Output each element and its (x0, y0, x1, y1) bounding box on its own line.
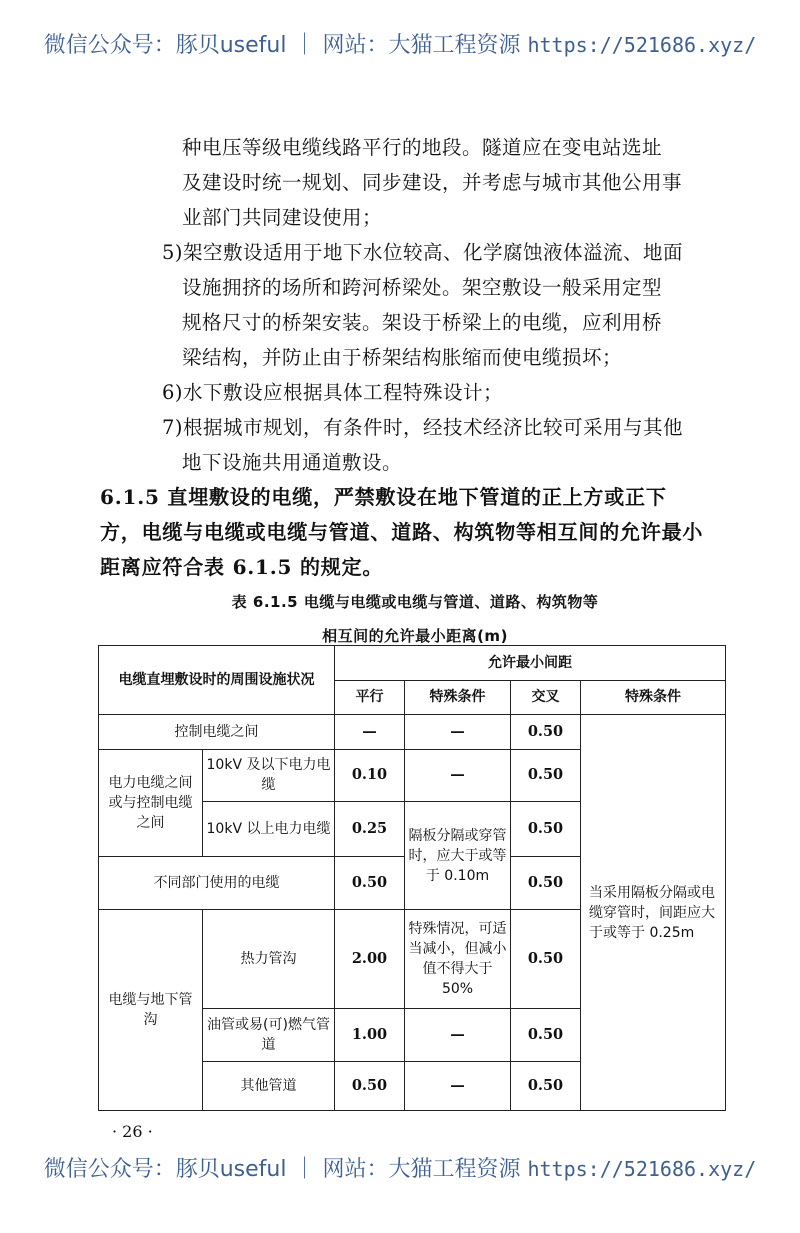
paragraph-line: 梁结构，并防止由于桥架结构胀缩而使电缆损坏； (182, 346, 623, 369)
cell-parallel: 2.00 (335, 909, 405, 1008)
body-text (100, 130, 730, 653)
cell-parallel: 0.10 (335, 749, 405, 802)
watermark-url: https://521686.xyz/ (527, 1157, 757, 1181)
cell-cross: 0.50 (511, 857, 581, 910)
row-group-pipe: 电缆与地下管沟 (99, 909, 203, 1110)
paragraph-line: 种电压等级电缆线路平行的地段。隧道应在变电站选址 (182, 136, 663, 159)
cell-special: — (405, 749, 511, 802)
paragraph-line: 地下设施共用通道敷设。 (182, 451, 403, 474)
distance-table (98, 645, 726, 1111)
clause-line: 距离应符合表 6.1.5 的规定。 (100, 555, 384, 579)
header-special-2: 特殊条件 (581, 680, 726, 715)
cell-cross: 0.50 (511, 802, 581, 857)
cell-parallel: 0.25 (335, 802, 405, 857)
header-parallel: 平行 (335, 680, 405, 715)
paragraph-line: 规格尺寸的桥架安装。架设于桥梁上的电缆，应利用桥 (182, 311, 663, 334)
cell-parallel: 1.00 (335, 1009, 405, 1062)
page-number: · 26 · (112, 1122, 153, 1141)
paragraph-line: 5)架空敷设适用于地下水位较高、化学腐蚀液体溢流、地面 (162, 241, 684, 264)
paragraph-line: 6)水下敷设应根据具体工程特殊设计； (162, 381, 504, 404)
cell-special: — (405, 1062, 511, 1111)
cell-cross-special-merged: 当采用隔板分隔或电缆穿管时，间距应大于或等于 0.25m (581, 715, 726, 1111)
row-label-heat: 热力管沟 (203, 909, 335, 1008)
header-facility: 电缆直埋敷设时的周围设施状况 (99, 646, 335, 715)
row-label-control: 控制电缆之间 (99, 715, 335, 750)
watermark-top (0, 30, 800, 61)
cell-parallel: 0.50 (335, 857, 405, 910)
cell-cross: 0.50 (511, 749, 581, 802)
row-label-10kv-above: 10kV 以上电力电缆 (203, 802, 335, 857)
watermark-url: https://521686.xyz/ (527, 33, 757, 57)
row-label-10kv-below: 10kV 及以下电力电缆 (203, 749, 335, 802)
row-label-oil: 油管或易(可)燃气管道 (203, 1009, 335, 1062)
clause-line: 6.1.5 直埋敷设的电缆，严禁敷设在地下管道的正上方或正下 (100, 485, 667, 509)
cell-power-special-merged: 隔板分隔或穿管时，应大于或等于 0.10m (405, 802, 511, 910)
paragraph-line: 业部门共同建设使用； (182, 206, 383, 229)
cell-parallel: 0.50 (335, 1062, 405, 1111)
cell-cross: 0.50 (511, 715, 581, 750)
row-group-power: 电力电缆之间或与控制电缆之间 (99, 749, 203, 857)
paragraph-line: 及建设时统一规划、同步建设，并考虑与城市其他公用事 (182, 171, 683, 194)
paragraph-line: 设施拥挤的场所和跨河桥梁处。架空敷设一般采用定型 (182, 276, 663, 299)
header-special-1: 特殊条件 (405, 680, 511, 715)
header-allowed: 允许最小间距 (335, 646, 726, 681)
cell-cross: 0.50 (511, 1062, 581, 1111)
cell-cross: 0.50 (511, 909, 581, 1008)
clause-line: 方，电缆与电缆或电缆与管道、道路、构筑物等相互间的允许最小 (100, 520, 704, 544)
table-row (99, 715, 726, 750)
cell-special: — (405, 1009, 511, 1062)
cell-cross: 0.50 (511, 1009, 581, 1062)
table-caption: 相互间的允许最小距离(m) (322, 627, 508, 645)
cell-parallel: — (335, 715, 405, 750)
watermark-text: 微信公众号：豚贝useful ｜ 网站：大猫工程资源 (43, 33, 528, 58)
watermark-bottom (0, 1154, 800, 1185)
row-label-other: 其他管道 (203, 1062, 335, 1111)
cell-special: — (405, 715, 511, 750)
table-caption: 表 6.1.5 电缆与电缆或电缆与管道、道路、构筑物等 (231, 593, 599, 611)
row-label-diff-dept: 不同部门使用的电缆 (99, 857, 335, 910)
header-cross: 交叉 (511, 680, 581, 715)
paragraph-line: 7)根据城市规划，有条件时，经技术经济比较可采用与其他 (162, 416, 684, 439)
watermark-text: 微信公众号：豚贝useful ｜ 网站：大猫工程资源 (43, 1157, 528, 1182)
cell-special: 特殊情况，可适当减小，但减小值不得大于 50% (405, 909, 511, 1008)
